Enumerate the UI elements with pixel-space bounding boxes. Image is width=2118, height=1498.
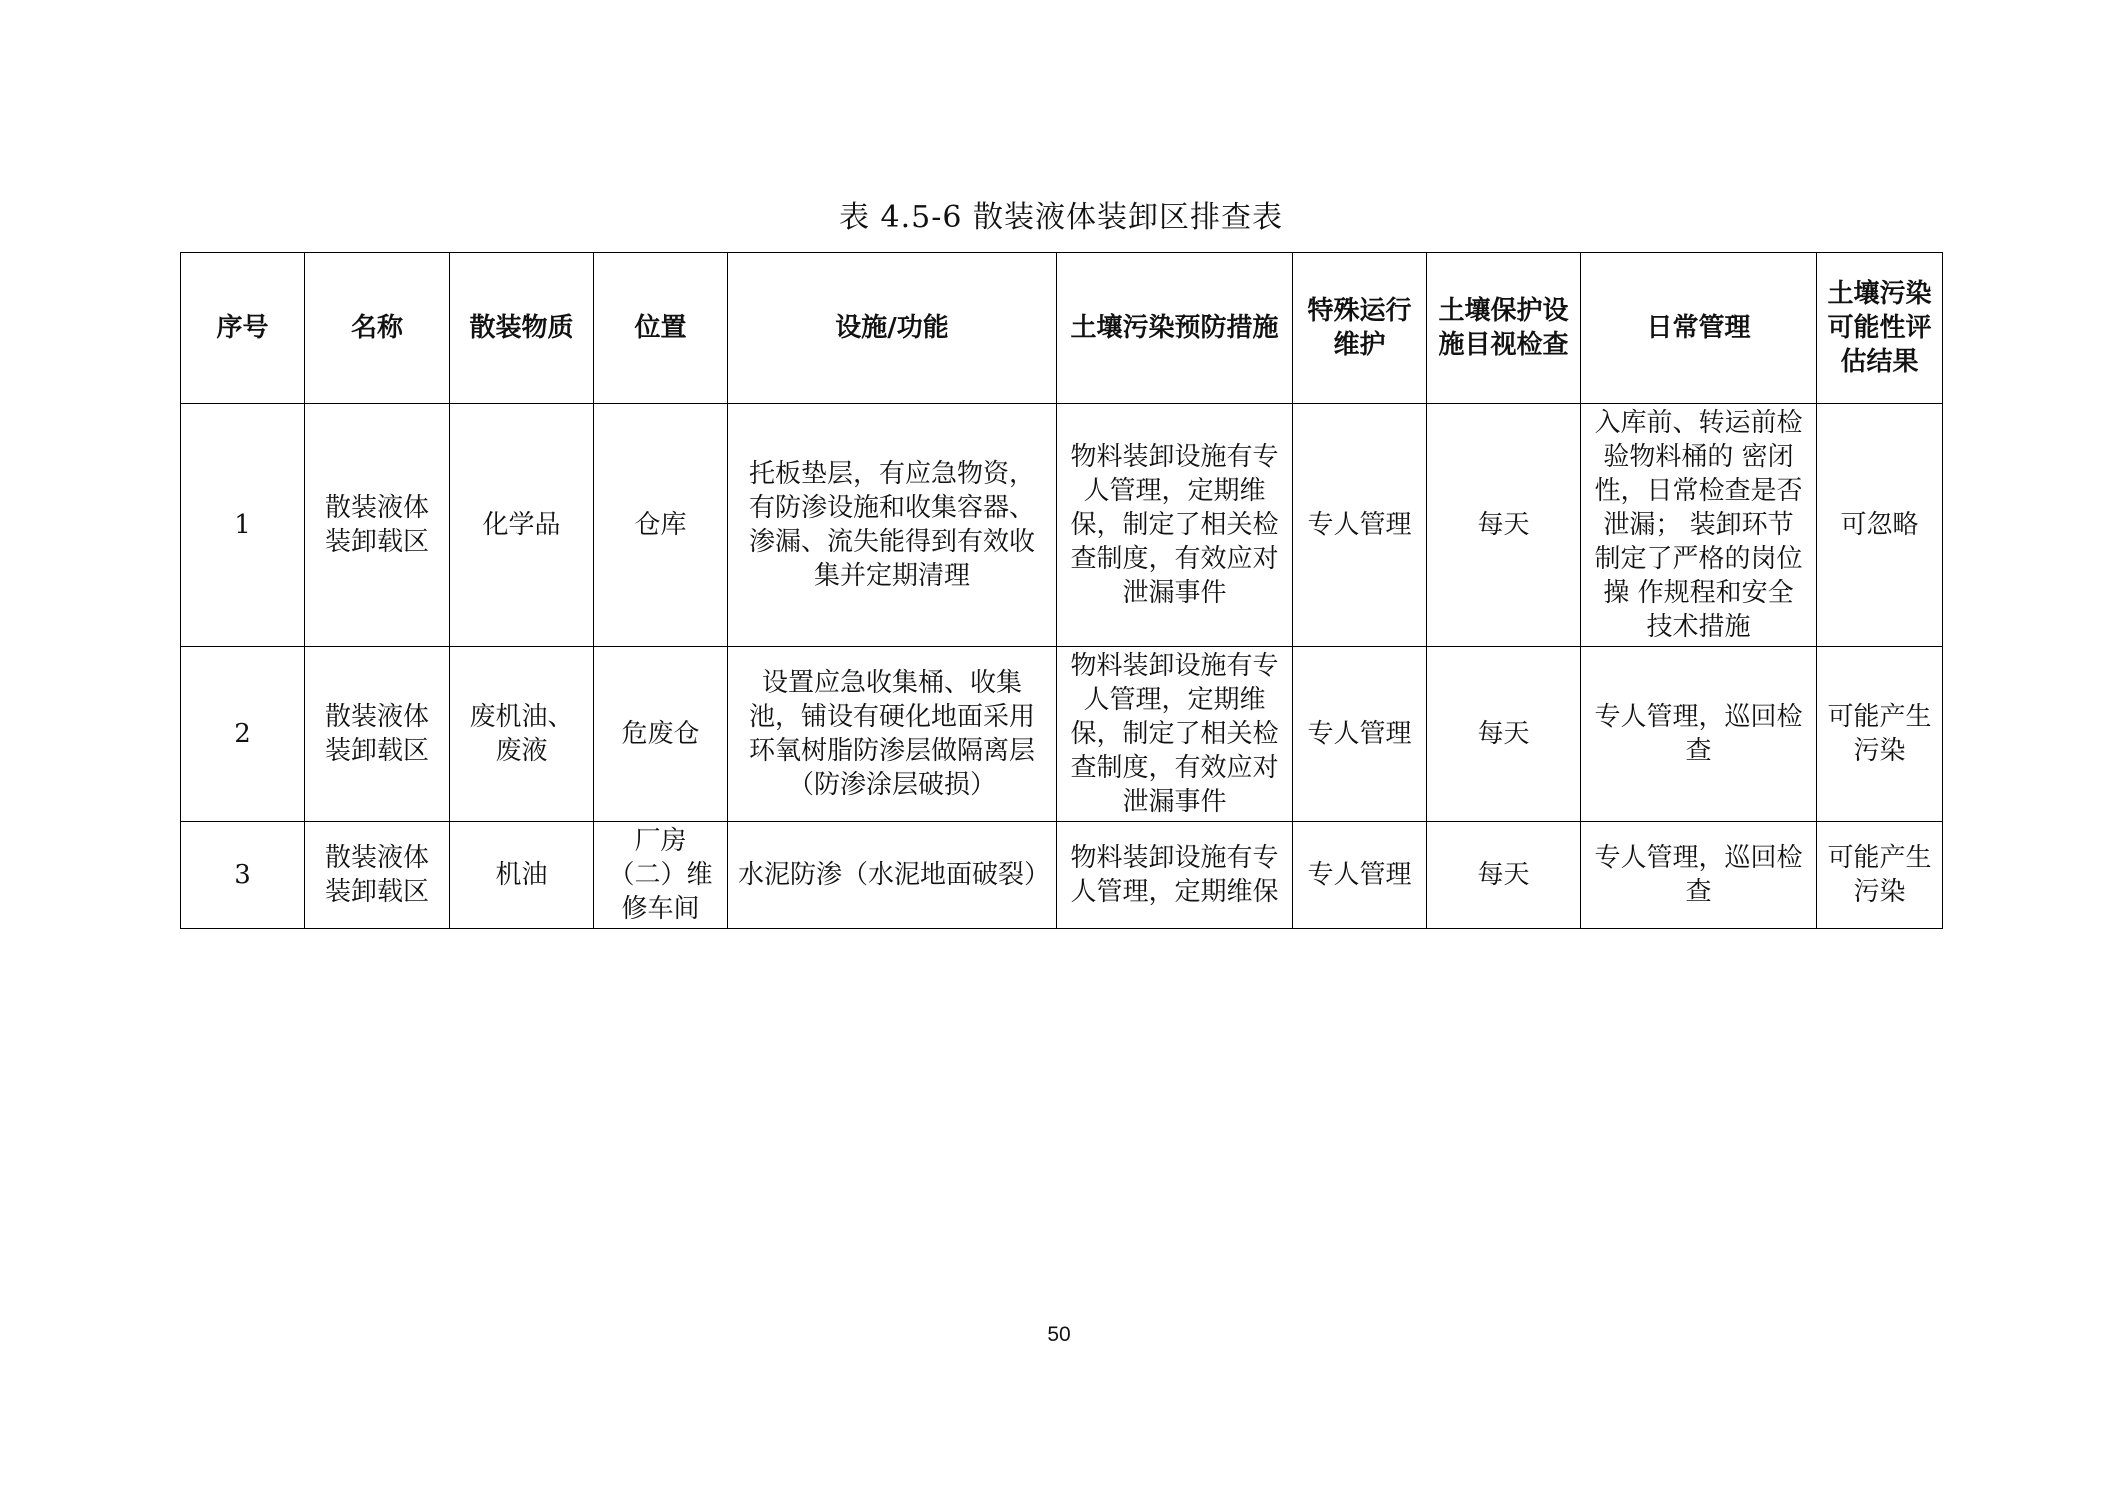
header-cell-index: 序号: [181, 253, 305, 404]
cell-index: 2: [181, 647, 305, 822]
header-cell-name: 名称: [305, 253, 450, 404]
cell-location: 厂房（二）维修车间: [594, 822, 728, 929]
cell-maintenance: 专人管理: [1293, 647, 1427, 822]
header-cell-assessment: 土壤污染可能性评估结果: [1817, 253, 1943, 404]
cell-assessment: 可能产生污染: [1817, 822, 1943, 929]
header-cell-prevention: 土壤污染预防措施: [1057, 253, 1293, 404]
cell-prevention: 物料装卸设施有专人管理，定期维保，制定了相关检查制度，有效应对泄漏事件: [1057, 647, 1293, 822]
header-cell-daily-management: 日常管理: [1581, 253, 1817, 404]
cell-facility: 设置应急收集桶、收集池，铺设有硬化地面采用环氧树脂防渗层做隔离层（防渗涂层破损）: [728, 647, 1057, 822]
header-cell-maintenance: 特殊运行维护: [1293, 253, 1427, 404]
inspection-table: [180, 252, 1943, 929]
cell-index: 1: [181, 404, 305, 647]
cell-daily-management: 专人管理，巡回检查: [1581, 822, 1817, 929]
cell-assessment: 可能产生污染: [1817, 647, 1943, 822]
table-row: [181, 822, 1943, 929]
cell-prevention: 物料装卸设施有专人管理，定期维保，制定了相关检查制度，有效应对泄漏事件: [1057, 404, 1293, 647]
cell-maintenance: 专人管理: [1293, 404, 1427, 647]
header-cell-location: 位置: [594, 253, 728, 404]
cell-substance: 废机油、废液: [450, 647, 594, 822]
cell-name: 散装液体装卸载区: [305, 404, 450, 647]
cell-daily-management: 入库前、转运前检验物料桶的 密闭性，日常检查是否泄漏； 装卸环节制定了严格的岗位操 作规程和安全技术措施: [1581, 404, 1817, 647]
cell-daily-management: 专人管理，巡回检查: [1581, 647, 1817, 822]
cell-index: 3: [181, 822, 305, 929]
cell-name: 散装液体装卸载区: [305, 822, 450, 929]
cell-prevention: 物料装卸设施有专人管理，定期维保: [1057, 822, 1293, 929]
cell-assessment: 可忽略: [1817, 404, 1943, 647]
table-header-row: [181, 253, 1943, 404]
cell-visual-check: 每天: [1427, 404, 1581, 647]
cell-substance: 化学品: [450, 404, 594, 647]
header-cell-visual-check: 土壤保护设施目视检查: [1427, 253, 1581, 404]
cell-location: 危废仓: [594, 647, 728, 822]
cell-maintenance: 专人管理: [1293, 822, 1427, 929]
cell-facility: 托板垫层，有应急物资，有防渗设施和收集容器、渗漏、流失能得到有效收集并定期清理: [728, 404, 1057, 647]
table-row: [181, 404, 1943, 647]
cell-visual-check: 每天: [1427, 822, 1581, 929]
cell-facility: 水泥防渗（水泥地面破裂）: [728, 822, 1057, 929]
table-row: [181, 647, 1943, 822]
cell-location: 仓库: [594, 404, 728, 647]
cell-substance: 机油: [450, 822, 594, 929]
header-cell-substance: 散装物质: [450, 253, 594, 404]
cell-name: 散装液体装卸载区: [305, 647, 450, 822]
table-caption: 表 4.5-6 散装液体装卸区排查表: [838, 200, 1283, 235]
header-cell-facility: 设施/功能: [728, 253, 1057, 404]
page-number: 50: [1047, 1323, 1071, 1346]
cell-visual-check: 每天: [1427, 647, 1581, 822]
